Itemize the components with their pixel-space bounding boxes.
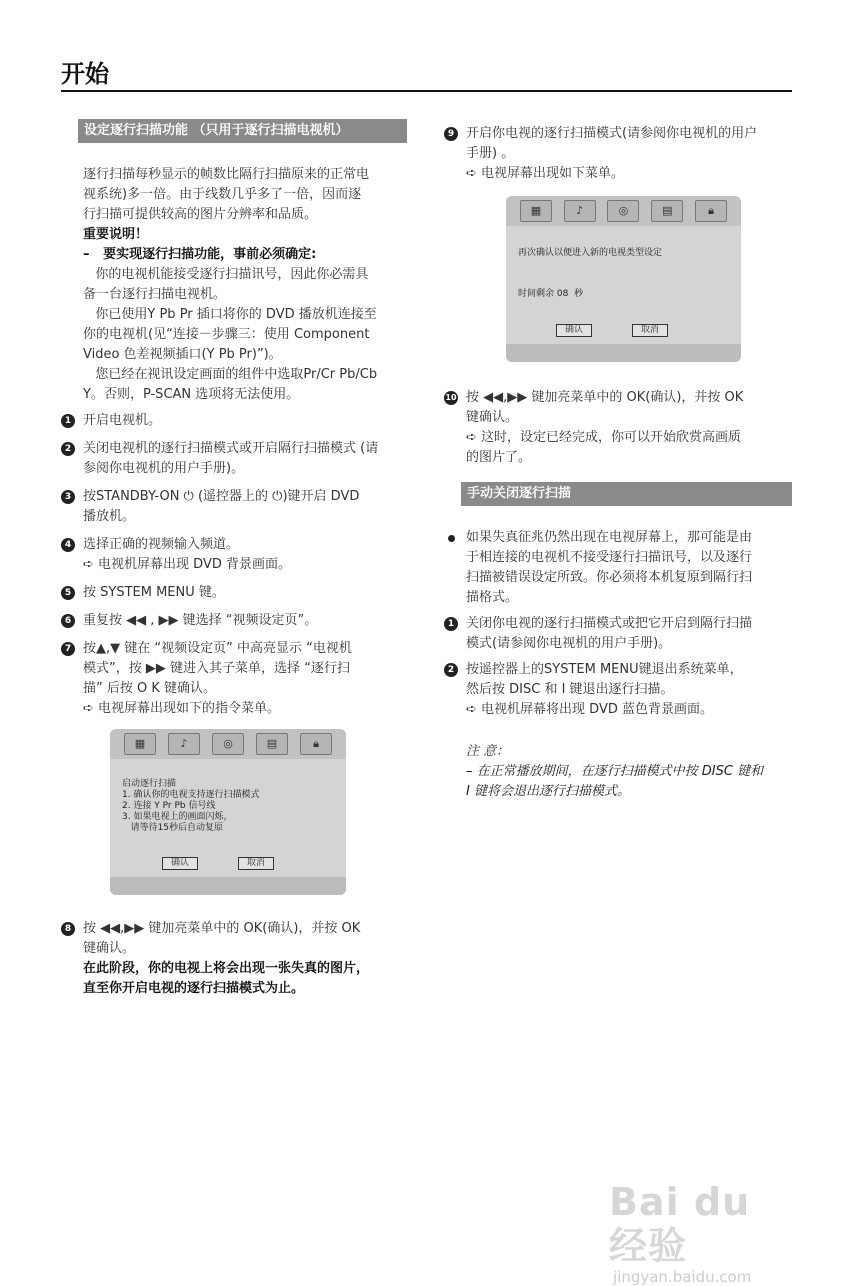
note-line: – 在正常播放期间，在逐行扫描模式中按 DISC 键和 bbox=[466, 764, 764, 779]
menu-footer bbox=[110, 877, 346, 895]
step-number: 2 bbox=[61, 442, 75, 456]
lock-icon: 🔒︎ bbox=[695, 200, 727, 222]
menu-text bbox=[506, 226, 741, 310]
intro-line: 逐行扫描每秒显示的帧数比隔行扫描原来的正常电 bbox=[83, 167, 370, 182]
confirm-button[interactable]: 确认 bbox=[556, 324, 592, 337]
menu-buttons bbox=[162, 857, 274, 870]
menu-line: 启动逐行扫描 bbox=[122, 779, 177, 789]
step-result-line: ➪ 电视屏幕出现如下菜单。 bbox=[466, 166, 625, 181]
note-line: 你已使用Y Pb Pr 插口将你的 DVD 播放机连接至 bbox=[83, 307, 377, 322]
step-result-line: ➪ 电视机屏幕出现 DVD 背景画面。 bbox=[83, 557, 291, 572]
step-item bbox=[61, 639, 413, 719]
note-line: I 键将会退出逐行扫描模式。 bbox=[466, 784, 630, 799]
audio-icon: ♪ bbox=[168, 733, 200, 755]
step-item bbox=[61, 583, 413, 603]
picture-icon: ▦ bbox=[520, 200, 552, 222]
step-line: 参阅你电视机的用户手册)。 bbox=[83, 461, 245, 476]
step-warning-line: 直至你开启电视的逐行扫描模式为止。 bbox=[83, 981, 305, 996]
step-result-line: ➪ 这时，设定已经完成，你可以开始欣赏高画质 bbox=[466, 430, 742, 445]
progressive-scan-menu bbox=[110, 729, 346, 895]
disc-icon: ◎ bbox=[607, 200, 639, 222]
step-line: 按遥控器上的SYSTEM MENU键退出系统菜单， bbox=[466, 662, 743, 677]
confirm-button[interactable]: 确认 bbox=[162, 857, 198, 870]
baidu-watermark bbox=[609, 1180, 799, 1286]
page-title: 开始 bbox=[61, 60, 109, 88]
menu-buttons bbox=[556, 324, 668, 337]
step-warning-line: 在此阶段，你的电视上将会出现一张失真的图片， bbox=[83, 961, 370, 976]
requirement-note bbox=[61, 365, 413, 405]
menu-footer bbox=[506, 344, 741, 362]
cancel-button[interactable]: 取消 bbox=[632, 324, 668, 337]
menu-line: 请等待15秒后自动复原 bbox=[122, 823, 224, 833]
step-item bbox=[61, 919, 413, 999]
lock-icon: 🔒︎ bbox=[300, 733, 332, 755]
step-result-line: ➪ 电视机屏幕将出现 DVD 蓝色背景画面。 bbox=[466, 702, 713, 717]
step-item bbox=[444, 124, 794, 184]
step-number: 10 bbox=[444, 391, 458, 405]
step-line: 关闭电视机的逐行扫描模式或开启隔行扫描模式 (请 bbox=[83, 441, 379, 456]
step-item bbox=[61, 611, 413, 631]
step-number: 5 bbox=[61, 586, 75, 600]
important-label: 重要说明！ bbox=[83, 227, 149, 242]
bullet-line: 描格式。 bbox=[466, 590, 519, 605]
settings-icon: ▤ bbox=[256, 733, 288, 755]
bullet-line: 扫描被错误设定所致。你必须将本机复原到隔行扫 bbox=[466, 570, 753, 585]
menu-icon-bar bbox=[506, 196, 741, 226]
step-line: 按 ◀◀,▶▶ 键加亮菜单中的 OK(确认)，并按 OK bbox=[83, 921, 361, 936]
bullet-line: 于相连接的电视机不接受逐行扫描讯号，以及逐行 bbox=[466, 550, 753, 565]
picture-icon: ▦ bbox=[124, 733, 156, 755]
step-line: 按▲,▼ 键在 “视频设定页” 中高亮显示 “电视机 bbox=[83, 641, 352, 656]
step-number: 2 bbox=[444, 663, 458, 677]
step-item bbox=[61, 535, 413, 575]
intro-paragraph bbox=[61, 165, 413, 225]
step-line: 描” 后按 O K 键确认。 bbox=[83, 681, 217, 696]
intro-line: 视系统)多一倍。由于线数几乎多了一倍，因而逐 bbox=[83, 187, 362, 202]
step-number: 9 bbox=[444, 127, 458, 141]
cancel-button[interactable]: 取消 bbox=[238, 857, 274, 870]
section-heading-progressive-scan: 设定逐行扫描功能 （只用于逐行扫描电视机） bbox=[78, 119, 407, 143]
step-line: 手册) 。 bbox=[466, 146, 515, 161]
menu-line: 时间剩余 08 秒 bbox=[518, 289, 584, 299]
step-item bbox=[61, 439, 413, 479]
menu-line: 再次确认以便进入新的电视类型设定 bbox=[518, 248, 663, 258]
audio-icon: ♪ bbox=[564, 200, 596, 222]
confirm-tv-type-menu bbox=[506, 196, 741, 362]
note-line: Y。否则，P-SCAN 选项将无法使用。 bbox=[83, 387, 300, 402]
step-line: 重复按 ◀◀ , ▶▶ 键选择 “视频设定页”。 bbox=[83, 613, 318, 628]
right-column bbox=[444, 124, 794, 802]
menu-text bbox=[110, 759, 346, 844]
step-number: 3 bbox=[61, 490, 75, 504]
step-result-line: ➪ 电视屏幕出现如下的指令菜单。 bbox=[83, 701, 281, 716]
step-line: 的图片了。 bbox=[466, 450, 532, 465]
requirement-note bbox=[61, 305, 413, 365]
settings-icon: ▤ bbox=[651, 200, 683, 222]
intro-line: 行扫描可提供较高的图片分辨率和品质。 bbox=[83, 207, 318, 222]
note-line: 你的电视机能接受逐行扫描讯号，因此你必需具 bbox=[83, 267, 369, 282]
note-title: 注 意： bbox=[466, 744, 510, 759]
menu-line: 3. 如果电视上的画面闪烁， bbox=[122, 812, 233, 822]
must-confirm-heading: – 要实现逐行扫描功能，事前必须确定: bbox=[83, 247, 317, 262]
step-line: 关闭你电视的逐行扫描模式或把它开启到隔行扫描 bbox=[466, 616, 753, 631]
step-number: 1 bbox=[61, 414, 75, 428]
step-line: 开启电视机。 bbox=[83, 413, 162, 428]
step-line: 按STANDBY-ON ⏻ (遥控器上的 ⏻)键开启 DVD bbox=[83, 489, 360, 504]
section-heading-manual-disable: 手动关闭逐行扫描 bbox=[461, 482, 792, 506]
step-line: 键确认。 bbox=[83, 941, 136, 956]
bullet-dot bbox=[448, 535, 455, 542]
note-line: 您已经在视讯设定画面的组件中选取Pr/Cr Pb/Cb bbox=[83, 367, 378, 382]
step-line: 模式(请参阅你电视机的用户手册)。 bbox=[466, 636, 672, 651]
note-line: 备一台逐行扫描电视机。 bbox=[83, 287, 227, 302]
menu-line: 2. 连接 Y Pr Pb 信号线 bbox=[122, 801, 216, 811]
left-column bbox=[61, 119, 413, 999]
step-line: 选择正确的视频输入频道。 bbox=[83, 537, 240, 552]
step-item bbox=[61, 411, 413, 431]
step-item bbox=[61, 487, 413, 527]
watermark-logo: Bai du 经验 bbox=[609, 1180, 751, 1268]
step-item bbox=[444, 660, 794, 720]
step-item bbox=[444, 614, 794, 654]
step-line: 按 ◀◀,▶▶ 键加亮菜单中的 OK(确认)，并按 OK bbox=[466, 390, 744, 405]
watermark-url: jingyan.baidu.com bbox=[613, 1268, 752, 1286]
step-number: 7 bbox=[61, 642, 75, 656]
step-line: 然后按 DISC 和 I 键退出逐行扫描。 bbox=[466, 682, 674, 697]
step-line: 播放机。 bbox=[83, 509, 136, 524]
menu-icon-bar bbox=[110, 729, 346, 759]
step-number: 6 bbox=[61, 614, 75, 628]
step-line: 开启你电视的逐行扫描模式(请参阅你电视机的用户 bbox=[466, 126, 758, 141]
menu-line: 1. 确认你的电视支持逐行扫描模式 bbox=[122, 790, 260, 800]
disc-icon: ◎ bbox=[212, 733, 244, 755]
bullet-line: 如果失真征兆仍然出现在电视屏幕上，那可能是由 bbox=[466, 530, 753, 545]
note-line: Video 色差视频插口(Y Pb Pr)”)。 bbox=[83, 347, 282, 362]
step-number: 8 bbox=[61, 922, 75, 936]
requirement-note bbox=[61, 265, 413, 305]
title-divider bbox=[61, 90, 792, 92]
step-item bbox=[444, 388, 794, 468]
note-line: 你的电视机(见“连接－步骤三：使用 Component bbox=[83, 327, 370, 342]
step-line: 按 SYSTEM MENU 键。 bbox=[83, 585, 225, 600]
step-line: 模式”，按 ▶▶ 键进入其子菜单，选择 “逐行扫 bbox=[83, 661, 350, 676]
step-number: 1 bbox=[444, 617, 458, 631]
step-number: 4 bbox=[61, 538, 75, 552]
step-line: 键确认。 bbox=[466, 410, 519, 425]
bullet-item bbox=[444, 528, 794, 608]
